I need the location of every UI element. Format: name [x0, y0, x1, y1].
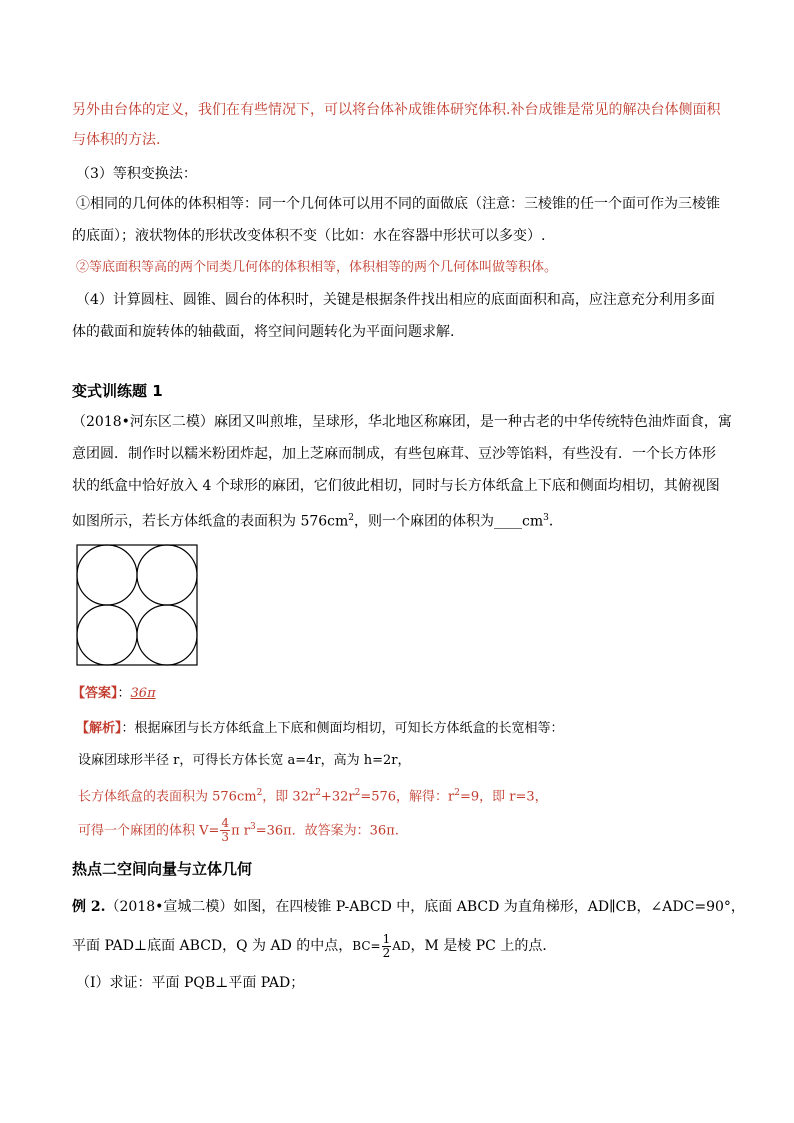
answer-label: 【答案】	[72, 686, 118, 701]
example2-line2-b: ，M 是棱 PC 上的点．	[410, 938, 557, 954]
analysis-line3-b: ，即 32r	[262, 789, 316, 805]
superscript-2: 2	[348, 513, 355, 523]
example2-part1: （Ⅰ）求证：平面 PQB⊥平面 PAD；	[76, 975, 305, 991]
answer-value: 36π	[130, 686, 156, 701]
example2-label: 例 2.	[72, 899, 106, 915]
circle-bottom-left	[77, 605, 137, 665]
superscript-3: 3	[543, 513, 549, 523]
example2-line1-text: （2018•宣城二模）如图，在四棱锥 P-ABCD 中，底面 ABCD 为直角梯形，AD∥CB，∠ADC=90°，	[105, 899, 745, 915]
fraction-denominator: 3	[221, 830, 230, 845]
fraction-denominator: 2	[382, 945, 391, 960]
box-outline	[77, 545, 197, 665]
answer-blank: ____	[494, 513, 523, 530]
analysis-line4-b: π r	[231, 823, 250, 839]
circle-top-left	[77, 545, 137, 605]
method3-p1-line2: 的底面）；液状物体的形状改变体积不变（比如：水在容器中形状可以多变）.	[72, 228, 546, 244]
exercise-line2: 意团圆．制作时以糯米粉团炸起，加上芝麻而制成，有些包麻茸、豆沙等馅料，有些没有．一个长方体形	[72, 446, 716, 462]
analysis-line3-c: +32r	[320, 789, 355, 805]
answer-separator: ：	[117, 686, 131, 701]
analysis-line4-a: 可得一个麻团的体积 V=	[78, 823, 220, 839]
superscript-2: 2	[315, 788, 321, 798]
method3-p1-line1: ①相同的几何体的体积相等：同一个几何体可以用不同的面做底（注意：三棱锥的任一个面可作为三棱锥	[76, 196, 720, 212]
analysis-line4-c: =36π．故答案为：36π.	[255, 823, 399, 839]
hotspot-heading: 热点二空间向量与立体几何	[72, 860, 253, 878]
example2-line1	[72, 897, 745, 917]
method4-line1: （4）计算圆柱、圆锥、圆台的体积时，关键是根据条件找出相应的底面面积和高，应注意充分利用多面	[76, 292, 715, 308]
fraction-numerator: 4	[221, 816, 230, 831]
analysis-line3-a: 长方体纸盒的表面积为 576cm	[78, 789, 257, 805]
analysis-line2: 设麻团球形半径 r，可得长方体长宽 a=4r，高为 h=2r，	[78, 753, 411, 768]
method3-p2: ②等底面积等高的两个同类几何体的体积相等，体积相等的两个几何体叫做等积体。	[76, 260, 558, 275]
analysis-line1	[76, 719, 564, 739]
superscript-3: 3	[249, 822, 256, 832]
superscript-2: 2	[256, 788, 263, 798]
ad-label: AD	[392, 939, 411, 953]
method4-line2: 体的截面和旋转体的轴截面，将空间问题转化为平面问题求解.	[72, 324, 455, 340]
bc-label: BC=	[352, 939, 381, 953]
intro-line-1: 另外由台体的定义，我们在有些情况下，可以将台体补成锥体研究体积.补台成锥是常见的解决台体侧面积	[72, 102, 721, 118]
fraction-one-half	[382, 933, 392, 960]
exercise-heading: 变式训练题 1	[72, 382, 163, 400]
exercise-line4	[72, 508, 563, 532]
analysis-line3	[78, 783, 548, 807]
exercise-line4-end: ．	[548, 513, 563, 530]
exercise-line4-text-b: ，则一个麻团的体积为	[354, 513, 495, 530]
example2-line2	[72, 932, 556, 960]
method3-title: （3）等积变换法：	[76, 166, 197, 182]
analysis-line3-e: =9，即 r=3，	[459, 789, 548, 805]
exercise-line1: （2018•河东区二模）麻团又叫煎堆，呈球形，华北地区称麻团，是一种古老的中华传统特色油炸面食，寓	[72, 414, 732, 430]
analysis-line3-d: =576，解得：r	[360, 789, 455, 805]
superscript-2: 2	[354, 788, 361, 798]
circle-bottom-right	[137, 605, 197, 665]
example2-line2-a: 平面 PAD⊥底面 ABCD，Q 为 AD 的中点，	[72, 938, 353, 954]
exercise-line4-text-a: 如图所示，若长方体纸盒的表面积为 576cm	[72, 513, 349, 530]
fraction-four-thirds	[220, 817, 230, 844]
exercise-line3: 状的纸盒中恰好放入 4 个球形的麻团，它们彼此相切，同时与长方体纸盒上下底和侧面均相切，其俯视图	[72, 478, 720, 494]
fraction-numerator: 1	[382, 931, 391, 946]
analysis-label: 【解析】	[76, 721, 122, 736]
intro-line-2: 与体积的方法.	[72, 132, 161, 148]
exercise-line4-unit: cm	[522, 513, 544, 530]
analysis-line1-text: ：根据麻团与长方体纸盒上下底和侧面均相切，可知长方体纸盒的长宽相等：	[121, 721, 564, 736]
answer-line	[72, 684, 156, 704]
circle-top-right	[137, 545, 197, 605]
analysis-line4	[78, 813, 399, 845]
superscript-2: 2	[454, 788, 460, 798]
top-view-figure	[76, 544, 200, 668]
